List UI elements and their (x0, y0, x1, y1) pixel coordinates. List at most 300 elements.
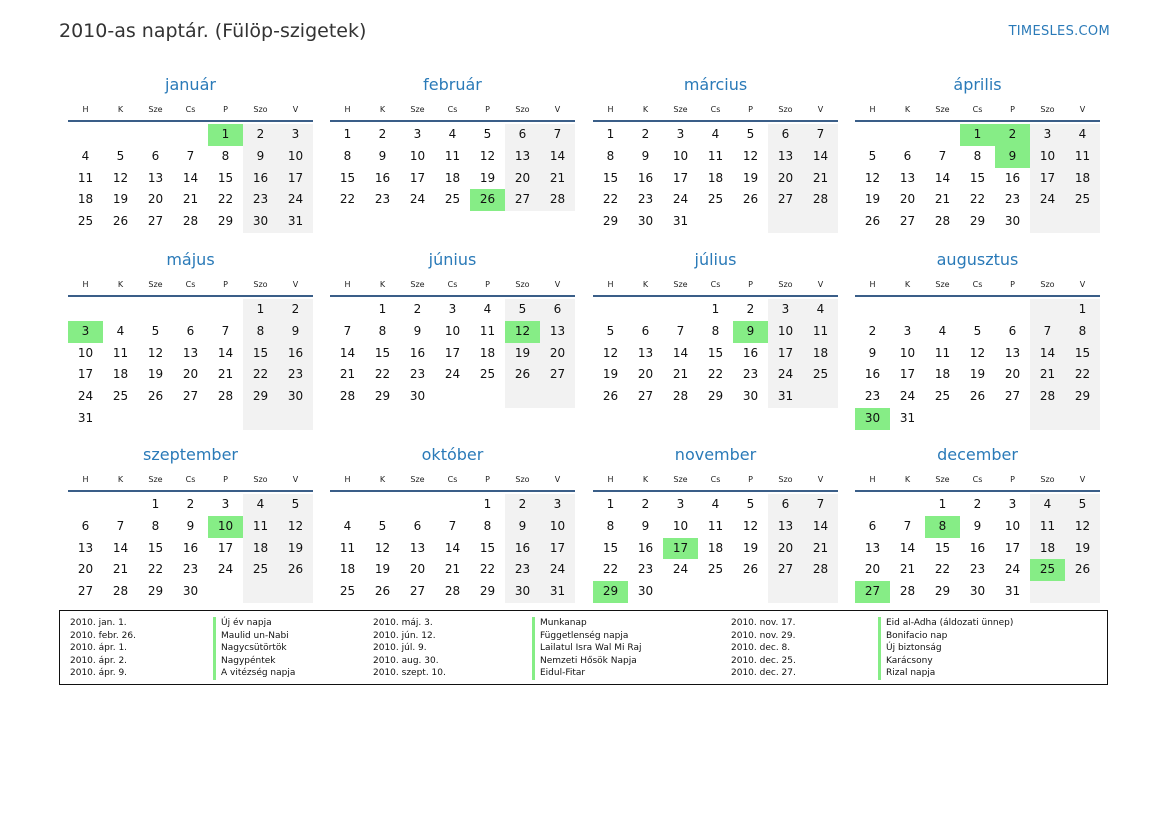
weekday-label: Szo (253, 104, 268, 114)
day-cell: 29 (934, 584, 951, 599)
day-cell: 25 (707, 192, 724, 207)
day-cell: 21 (899, 562, 916, 577)
day-cell: 22 (217, 192, 234, 207)
day-cell: 6 (413, 518, 422, 533)
day-cell: 28 (540, 189, 575, 211)
day-cell: 14 (444, 540, 461, 555)
day-cell: 7 (676, 323, 685, 338)
day-grid (330, 124, 575, 211)
weekday-label: V (292, 279, 299, 289)
weekday-header (855, 273, 1100, 297)
weekday-header (855, 468, 1100, 492)
month-name: augusztus (936, 250, 1019, 269)
day-cell: 25 (1030, 559, 1065, 581)
day-cell: 17 (1030, 168, 1065, 190)
day-cell: 21 (444, 562, 461, 577)
empty-cell (593, 299, 628, 321)
weekday-label: P (1010, 279, 1015, 289)
day-cell: 26 (278, 559, 313, 581)
day-cell: 28 (112, 584, 129, 599)
weekday-label: P (748, 279, 753, 289)
day-cell: 15 (147, 540, 164, 555)
weekday-header (855, 98, 1100, 122)
day-cell: 6 (768, 124, 803, 146)
day-cell: 21 (803, 538, 838, 560)
day-cell: 11 (77, 170, 94, 185)
day-cell: 24 (278, 189, 313, 211)
empty-cell (103, 408, 138, 430)
day-cell: 1 (960, 124, 995, 146)
day-cell: 10 (1030, 146, 1065, 168)
day-cell: 28 (444, 584, 461, 599)
day-cell: 21 (540, 168, 575, 190)
day-cell: 29 (217, 214, 234, 229)
day-cell: 3 (278, 124, 313, 146)
weekday-label: H (82, 104, 89, 114)
day-cell: 4 (243, 494, 278, 516)
empty-cell (855, 299, 890, 321)
day-cell: 15 (374, 345, 391, 360)
weekday-label: Szo (515, 104, 530, 114)
day-cell: 21 (1030, 364, 1065, 386)
day-cell: 30 (278, 386, 313, 408)
weekday-label: K (904, 279, 911, 289)
weekday-label: Cs (972, 279, 983, 289)
day-cell: 16 (742, 345, 759, 360)
weekday-label: K (117, 104, 124, 114)
day-cell: 27 (540, 364, 575, 386)
day-cell: 7 (903, 518, 912, 533)
day-cell: 19 (147, 367, 164, 382)
weekday-label: P (748, 474, 753, 484)
day-grid (330, 299, 575, 408)
weekday-header (593, 273, 838, 297)
day-cell: 17 (768, 343, 803, 365)
weekday-label: Cs (972, 104, 983, 114)
legend-date: 2010. ápr. 2. (70, 655, 128, 666)
day-cell: 26 (1065, 559, 1100, 581)
month-11 (593, 442, 838, 603)
day-cell: 8 (606, 148, 615, 163)
day-cell: 5 (378, 518, 387, 533)
day-cell: 2 (186, 497, 195, 511)
day-cell: 16 (864, 367, 881, 382)
weekday-label: Sze (148, 104, 163, 114)
legend-holiday-name: Karácsony (878, 655, 1013, 668)
day-cell: 4 (343, 518, 352, 533)
weekday-label: Cs (710, 474, 721, 484)
day-cell: 13 (899, 170, 916, 185)
legend-date: 2010. aug. 30. (373, 655, 439, 666)
day-cell: 28 (934, 214, 951, 229)
day-cell: 14 (934, 170, 951, 185)
day-cell: 31 (768, 386, 803, 408)
day-cell: 11 (1030, 516, 1065, 538)
weekday-label: V (554, 279, 561, 289)
day-cell: 8 (973, 148, 982, 163)
day-cell: 29 (602, 214, 619, 229)
day-cell: 9 (243, 146, 278, 168)
day-cell: 5 (746, 127, 755, 141)
empty-cell (890, 299, 925, 321)
day-cell: 27 (899, 214, 916, 229)
day-cell: 8 (243, 321, 278, 343)
empty-cell (768, 211, 803, 233)
empty-cell (628, 299, 663, 321)
day-cell: 7 (116, 518, 125, 533)
day-cell: 15 (707, 345, 724, 360)
month-8 (855, 247, 1100, 430)
day-cell: 14 (217, 345, 234, 360)
day-cell: 26 (470, 189, 505, 211)
day-cell: 28 (217, 389, 234, 404)
day-cell: 9 (378, 148, 387, 163)
empty-cell (960, 408, 995, 430)
day-cell: 25 (243, 559, 278, 581)
empty-cell (103, 494, 138, 516)
legend-date: 2010. dec. 8. (731, 643, 791, 653)
day-cell: 12 (374, 540, 391, 555)
empty-cell (400, 494, 435, 516)
weekday-label: P (223, 474, 228, 484)
legend-date: 2010. febr. 26. (70, 630, 136, 641)
day-cell: 31 (278, 211, 313, 233)
weekday-label: H (344, 104, 351, 114)
day-cell: 27 (768, 559, 803, 581)
empty-cell (540, 386, 575, 408)
month-1 (68, 72, 313, 233)
day-cell: 12 (147, 345, 164, 360)
day-cell: 1 (938, 497, 947, 511)
brand-link[interactable]: TIMESLES.COM (1008, 24, 1110, 39)
day-cell: 9 (995, 146, 1030, 168)
day-cell: 24 (1030, 189, 1065, 211)
day-cell: 5 (483, 127, 492, 141)
empty-cell (663, 299, 698, 321)
legend-holiday-name: Nagycsütörtök (213, 642, 295, 655)
day-cell: 16 (409, 345, 426, 360)
empty-cell (208, 299, 243, 321)
day-cell: 4 (711, 127, 720, 141)
weekday-label: K (904, 104, 911, 114)
day-cell: 29 (707, 389, 724, 404)
day-cell: 30 (855, 408, 890, 430)
empty-cell (505, 386, 540, 408)
day-cell: 13 (540, 321, 575, 343)
day-cell: 3 (768, 299, 803, 321)
day-cell: 25 (444, 192, 461, 207)
day-cell: 27 (768, 189, 803, 211)
day-cell: 13 (77, 540, 94, 555)
day-cell: 26 (147, 389, 164, 404)
legend-holiday-name: Lailatul Isra Wal Mi Raj (532, 642, 641, 655)
day-cell: 1 (208, 124, 243, 146)
day-cell: 22 (707, 367, 724, 382)
day-cell: 20 (409, 562, 426, 577)
month-2 (330, 72, 575, 211)
day-cell: 8 (711, 323, 720, 338)
day-cell: 12 (505, 321, 540, 343)
day-cell: 9 (278, 321, 313, 343)
weekday-header (68, 273, 313, 297)
day-cell: 22 (1065, 364, 1100, 386)
day-cell: 2 (641, 497, 650, 511)
weekday-label: Szo (778, 474, 793, 484)
day-cell: 13 (768, 516, 803, 538)
empty-cell (173, 408, 208, 430)
day-cell: 1 (711, 302, 720, 316)
day-cell: 30 (409, 389, 426, 404)
day-cell: 7 (343, 323, 352, 338)
empty-cell (1030, 299, 1065, 321)
day-cell: 22 (969, 192, 986, 207)
legend-dates (70, 617, 136, 680)
day-cell: 29 (1065, 386, 1100, 408)
day-cell: 16 (505, 538, 540, 560)
day-cell: 13 (505, 146, 540, 168)
day-cell: 27 (505, 189, 540, 211)
month-name: január (165, 75, 216, 94)
day-cell: 27 (409, 584, 426, 599)
day-cell: 19 (1065, 538, 1100, 560)
day-cell: 10 (540, 516, 575, 538)
empty-cell (698, 211, 733, 233)
day-cell: 9 (733, 321, 768, 343)
holiday-legend (59, 610, 1108, 685)
day-cell: 19 (742, 170, 759, 185)
month-10 (330, 442, 575, 603)
day-cell: 30 (505, 581, 540, 603)
day-cell: 5 (116, 148, 125, 163)
empty-cell (243, 408, 278, 430)
day-cell: 19 (602, 367, 619, 382)
day-cell: 11 (479, 323, 496, 338)
weekday-label: K (642, 104, 649, 114)
day-grid (593, 299, 838, 408)
weekday-label: K (642, 279, 649, 289)
day-cell: 14 (540, 146, 575, 168)
day-cell: 24 (672, 562, 689, 577)
empty-cell (925, 408, 960, 430)
weekday-label: K (379, 474, 386, 484)
day-cell: 29 (593, 581, 628, 603)
weekday-label: K (379, 104, 386, 114)
day-cell: 17 (278, 168, 313, 190)
day-cell: 10 (899, 345, 916, 360)
day-cell: 10 (208, 516, 243, 538)
empty-cell (698, 581, 733, 603)
day-cell: 31 (540, 581, 575, 603)
day-cell: 22 (602, 192, 619, 207)
day-cell: 11 (803, 321, 838, 343)
day-grid (593, 494, 838, 603)
day-grid (330, 494, 575, 603)
weekday-header (330, 273, 575, 297)
day-cell: 22 (934, 562, 951, 577)
day-cell: 15 (934, 540, 951, 555)
day-cell: 12 (742, 518, 759, 533)
day-cell: 2 (378, 127, 387, 141)
day-cell: 5 (505, 299, 540, 321)
day-cell: 15 (217, 170, 234, 185)
day-cell: 13 (409, 540, 426, 555)
day-cell: 2 (505, 494, 540, 516)
legend-holiday-name: Függetlenség napja (532, 630, 641, 643)
legend-date: 2010. jún. 12. (373, 630, 436, 641)
empty-cell (103, 124, 138, 146)
legend-holiday-name: Bonifacio nap (878, 630, 1013, 643)
day-cell: 7 (1030, 321, 1065, 343)
day-cell: 19 (969, 367, 986, 382)
empty-cell (960, 299, 995, 321)
empty-cell (138, 124, 173, 146)
day-cell: 17 (77, 367, 94, 382)
weekday-label: H (344, 474, 351, 484)
day-cell: 3 (903, 323, 912, 338)
day-cell: 19 (505, 343, 540, 365)
day-cell: 23 (637, 192, 654, 207)
weekday-label: P (1010, 474, 1015, 484)
day-cell: 7 (803, 494, 838, 516)
weekday-label: H (869, 104, 876, 114)
day-cell: 25 (934, 389, 951, 404)
day-cell: 12 (112, 170, 129, 185)
day-cell: 13 (182, 345, 199, 360)
day-cell: 27 (147, 214, 164, 229)
day-cell: 11 (112, 345, 129, 360)
legend-names (878, 617, 1013, 680)
day-cell: 1 (378, 302, 387, 316)
day-cell: 6 (505, 124, 540, 146)
month-7 (593, 247, 838, 408)
day-cell: 14 (1030, 343, 1065, 365)
day-cell: 16 (278, 343, 313, 365)
day-cell: 24 (899, 389, 916, 404)
day-cell: 3 (676, 127, 685, 141)
weekday-label: P (485, 474, 490, 484)
legend-date: 2010. ápr. 9. (70, 668, 128, 678)
weekday-label: Sze (935, 104, 950, 114)
empty-cell (1030, 581, 1065, 603)
day-cell: 26 (864, 214, 881, 229)
day-cell: 9 (868, 345, 877, 360)
weekday-label: P (485, 279, 490, 289)
legend-date: 2010. szept. 10. (373, 668, 446, 678)
day-cell: 28 (339, 389, 356, 404)
day-cell: 3 (221, 497, 230, 511)
empty-cell (68, 494, 103, 516)
day-cell: 1 (343, 127, 352, 141)
day-cell: 18 (77, 192, 94, 207)
day-cell: 20 (1004, 367, 1021, 382)
day-cell: 2 (868, 323, 877, 338)
weekday-label: P (748, 104, 753, 114)
legend-names (532, 617, 641, 680)
weekday-label: V (292, 104, 299, 114)
day-cell: 13 (864, 540, 881, 555)
day-cell: 14 (803, 516, 838, 538)
day-cell: 19 (864, 192, 881, 207)
empty-cell (803, 581, 838, 603)
day-cell: 12 (969, 345, 986, 360)
day-cell: 19 (479, 170, 496, 185)
day-cell: 21 (803, 168, 838, 190)
legend-holiday-name: Nagypéntek (213, 655, 295, 668)
month-name: július (694, 250, 737, 269)
day-cell: 16 (1004, 170, 1021, 185)
day-cell: 28 (1030, 386, 1065, 408)
day-cell: 19 (742, 540, 759, 555)
day-cell: 2 (243, 124, 278, 146)
day-cell: 4 (1065, 124, 1100, 146)
empty-cell (733, 581, 768, 603)
legend-date: 2010. júl. 9. (373, 643, 427, 653)
day-cell: 2 (641, 127, 650, 141)
empty-cell (925, 124, 960, 146)
day-cell: 25 (707, 562, 724, 577)
day-cell: 1 (606, 127, 615, 141)
weekday-label: V (817, 279, 824, 289)
day-cell: 4 (1030, 494, 1065, 516)
day-cell: 11 (339, 540, 356, 555)
day-cell: 27 (77, 584, 94, 599)
day-cell: 23 (243, 189, 278, 211)
day-cell: 12 (479, 148, 496, 163)
day-cell: 23 (409, 367, 426, 382)
day-cell: 29 (479, 584, 496, 599)
weekday-label: Cs (447, 104, 458, 114)
month-12 (855, 442, 1100, 603)
weekday-header (593, 468, 838, 492)
weekday-label: Szo (515, 474, 530, 484)
day-cell: 3 (1030, 124, 1065, 146)
day-cell: 24 (540, 559, 575, 581)
day-cell: 31 (899, 410, 916, 425)
weekday-label: Szo (778, 279, 793, 289)
day-cell: 23 (864, 389, 881, 404)
day-cell: 1 (1065, 299, 1100, 321)
day-cell: 22 (602, 562, 619, 577)
day-cell: 6 (151, 148, 160, 163)
day-cell: 2 (278, 299, 313, 321)
day-cell: 1 (483, 497, 492, 511)
weekday-label: H (607, 474, 614, 484)
legend-holiday-name: Nemzeti Hősök Napja (532, 655, 641, 668)
day-cell: 3 (448, 302, 457, 316)
legend-holiday-name: Maulid un-Nabi (213, 630, 295, 643)
day-cell: 9 (641, 148, 650, 163)
day-cell: 24 (409, 192, 426, 207)
day-cell: 29 (147, 584, 164, 599)
empty-cell (1030, 408, 1065, 430)
empty-cell (330, 299, 365, 321)
weekday-label: V (817, 474, 824, 484)
day-cell: 17 (1004, 540, 1021, 555)
day-cell: 25 (1065, 189, 1100, 211)
weekday-label: Cs (447, 279, 458, 289)
weekday-label: K (904, 474, 911, 484)
day-cell: 23 (1004, 192, 1021, 207)
day-cell: 20 (899, 192, 916, 207)
day-cell: 15 (339, 170, 356, 185)
weekday-header (68, 98, 313, 122)
day-cell: 17 (899, 367, 916, 382)
day-cell: 2 (746, 302, 755, 316)
month-name: október (421, 445, 484, 464)
empty-cell (1065, 581, 1100, 603)
day-cell: 31 (1004, 584, 1021, 599)
day-cell: 12 (1065, 516, 1100, 538)
